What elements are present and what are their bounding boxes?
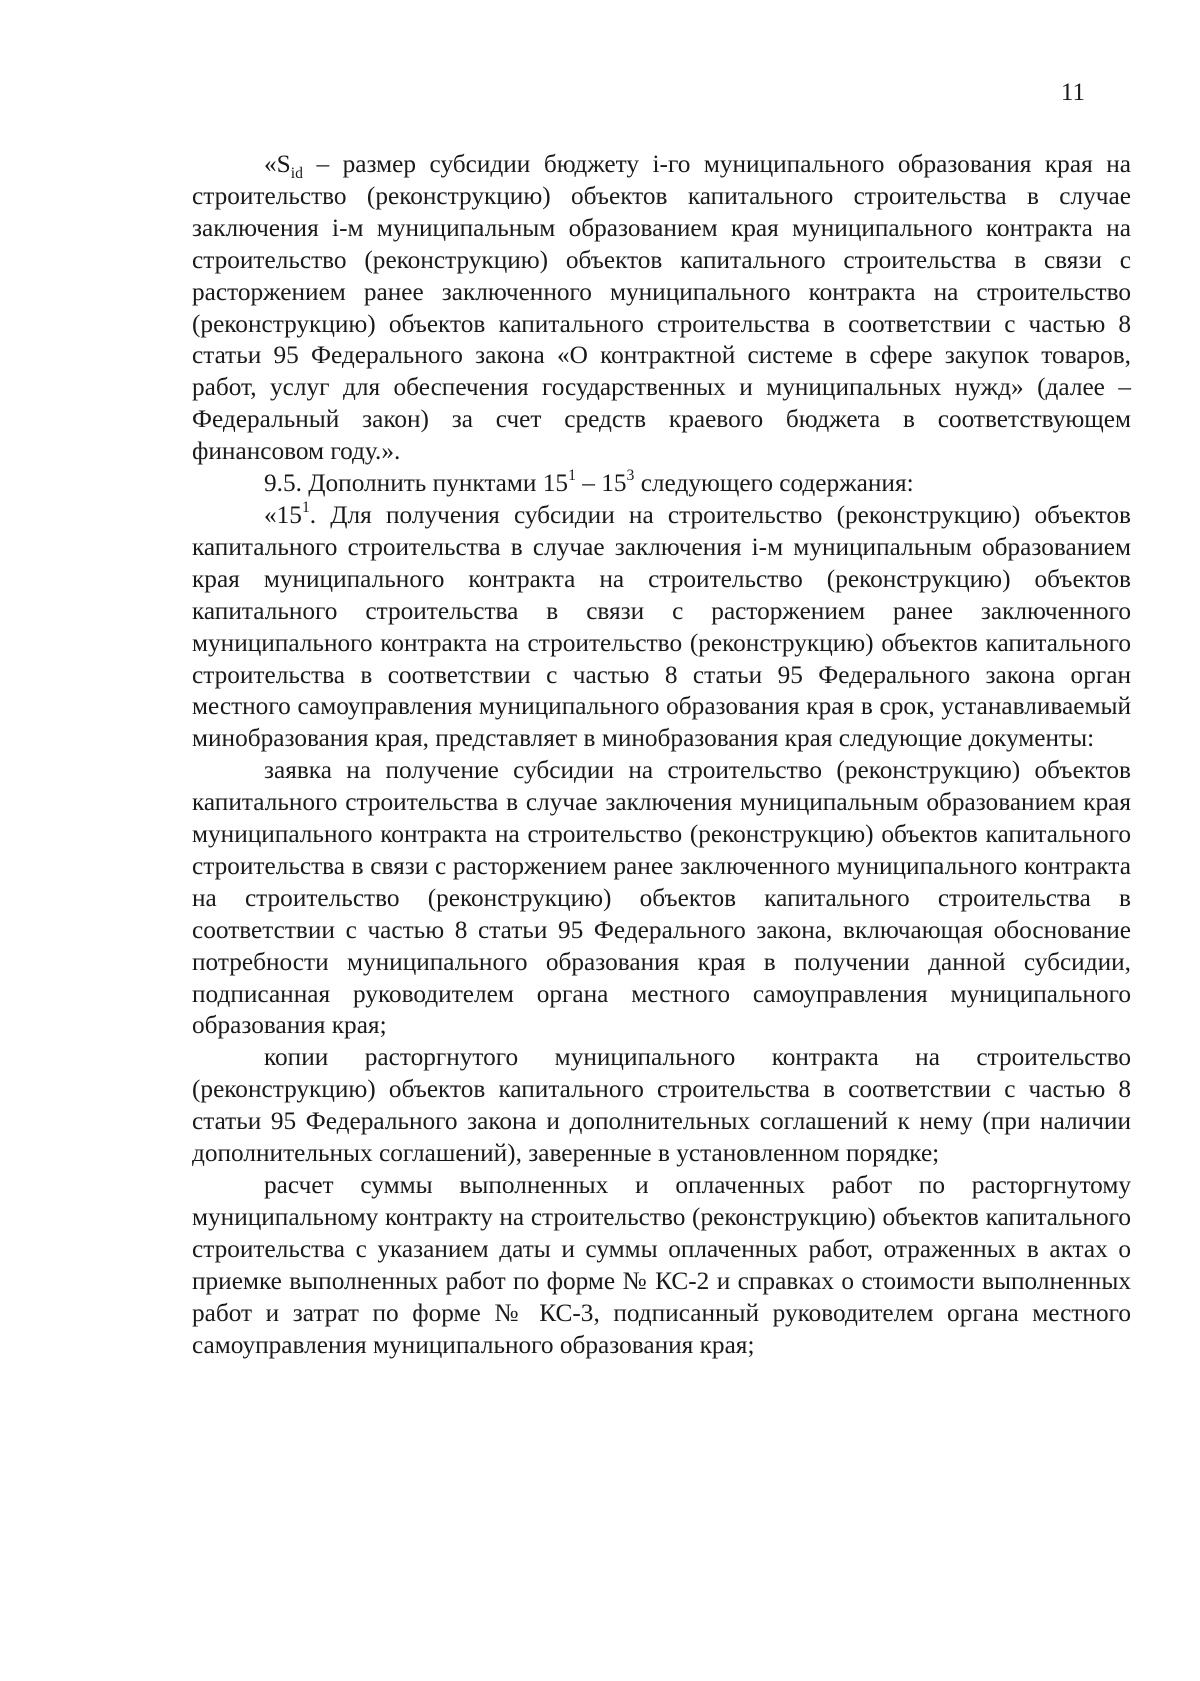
paragraph-text-part: следующего содержания:	[634, 469, 914, 498]
paragraph-text: . Для получения субсидии на строительство (реконструкцию) объектов капитального строительства в случае заключения i-м муниципальным образованием края муниципального контракта на строительство (реконструкцию) объектов капитального строительства в связи с расторжением ранее заключенного муниципального контракта на строительство (реконструкцию) объектов капитального строительства в соответствии с частью 8 статьи 95 Федерального закона орган местного самоуправления муниципального образования края в срок, устанавливаемый минобразования края, представляет в минобразования края следующие документы:	[192, 500, 1131, 753]
paragraph-doc-application: заявка на получение субсидии на строительство (реконструкцию) объектов капитального строительства в случае заключения муниципальным образованием края муниципального контракта на строительство (реконструкцию) объектов капитального строительства в связи с расторжением ранее заключенного муниципального контракта на строительство (реконструкцию) объектов капитального строительства в соответствии с частью 8 статьи 95 Федерального закона, включающая обоснование потребности муниципального образования края в получении данной субсидии, подписанная руководителем органа местного самоуправления муниципального образования края;	[192, 756, 1131, 1040]
paragraph-item-15-1	[192, 500, 1131, 755]
paragraph-text-part: 9.5. Дополнить пунктами 15	[264, 469, 569, 498]
paragraph-text-prefix: «S	[264, 150, 291, 178]
page-number: 11	[1060, 79, 1085, 106]
subscript: id	[290, 165, 303, 183]
paragraph-doc-calculation: расчет суммы выполненных и оплаченных работ по расторгнутому муниципальному контракту на строительство (реконструкцию) объектов капитального строительства с указанием даты и суммы оплаченных работ, отраженных в актах о приемке выполненных работ по форме № КС-2 и справках о стоимости выполненных работ и затрат по форме № КС-3, подписанный руководителем органа местного самоуправления муниципального образования края;	[192, 1171, 1131, 1359]
paragraph-definition-sid	[192, 149, 1131, 468]
paragraph-text-part: – 15	[575, 469, 627, 498]
document-body	[192, 149, 1131, 1361]
paragraph-text: – размер субсидии бюджету i-го муниципального образования края на строительство (реконструкцию) объектов капитального строительства в случае заключения i-м муниципальным образованием края муниципального контракта на строительство (реконструкцию) объектов капитального строительства в связи с расторжением ранее заключенного муниципального контракта на строительство (реконструкцию) объектов капитального строительства в соответствии с частью 8 статьи 95 Федерального закона «О контрактной системе в сфере закупок товаров, работ, услуг для обеспечения государственных и муниципальных нужд» (далее – Федеральный закон) за счет средств краевого бюджета в соответствующем финансовом году.».	[192, 150, 1131, 466]
paragraph-item-9-5	[192, 468, 1131, 500]
paragraph-text-prefix: «15	[264, 500, 302, 529]
paragraph-doc-copies: копии расторгнутого муниципального контракта на строительство (реконструкцию) объектов капитального строительства в соответствии с частью 8 статьи 95 Федерального закона и дополнительных соглашений к нему (при наличии дополнительных соглашений), заверенные в установленном порядке;	[192, 1043, 1131, 1168]
superscript: 3	[626, 467, 635, 485]
superscript: 1	[568, 467, 576, 485]
superscript: 1	[301, 498, 310, 516]
